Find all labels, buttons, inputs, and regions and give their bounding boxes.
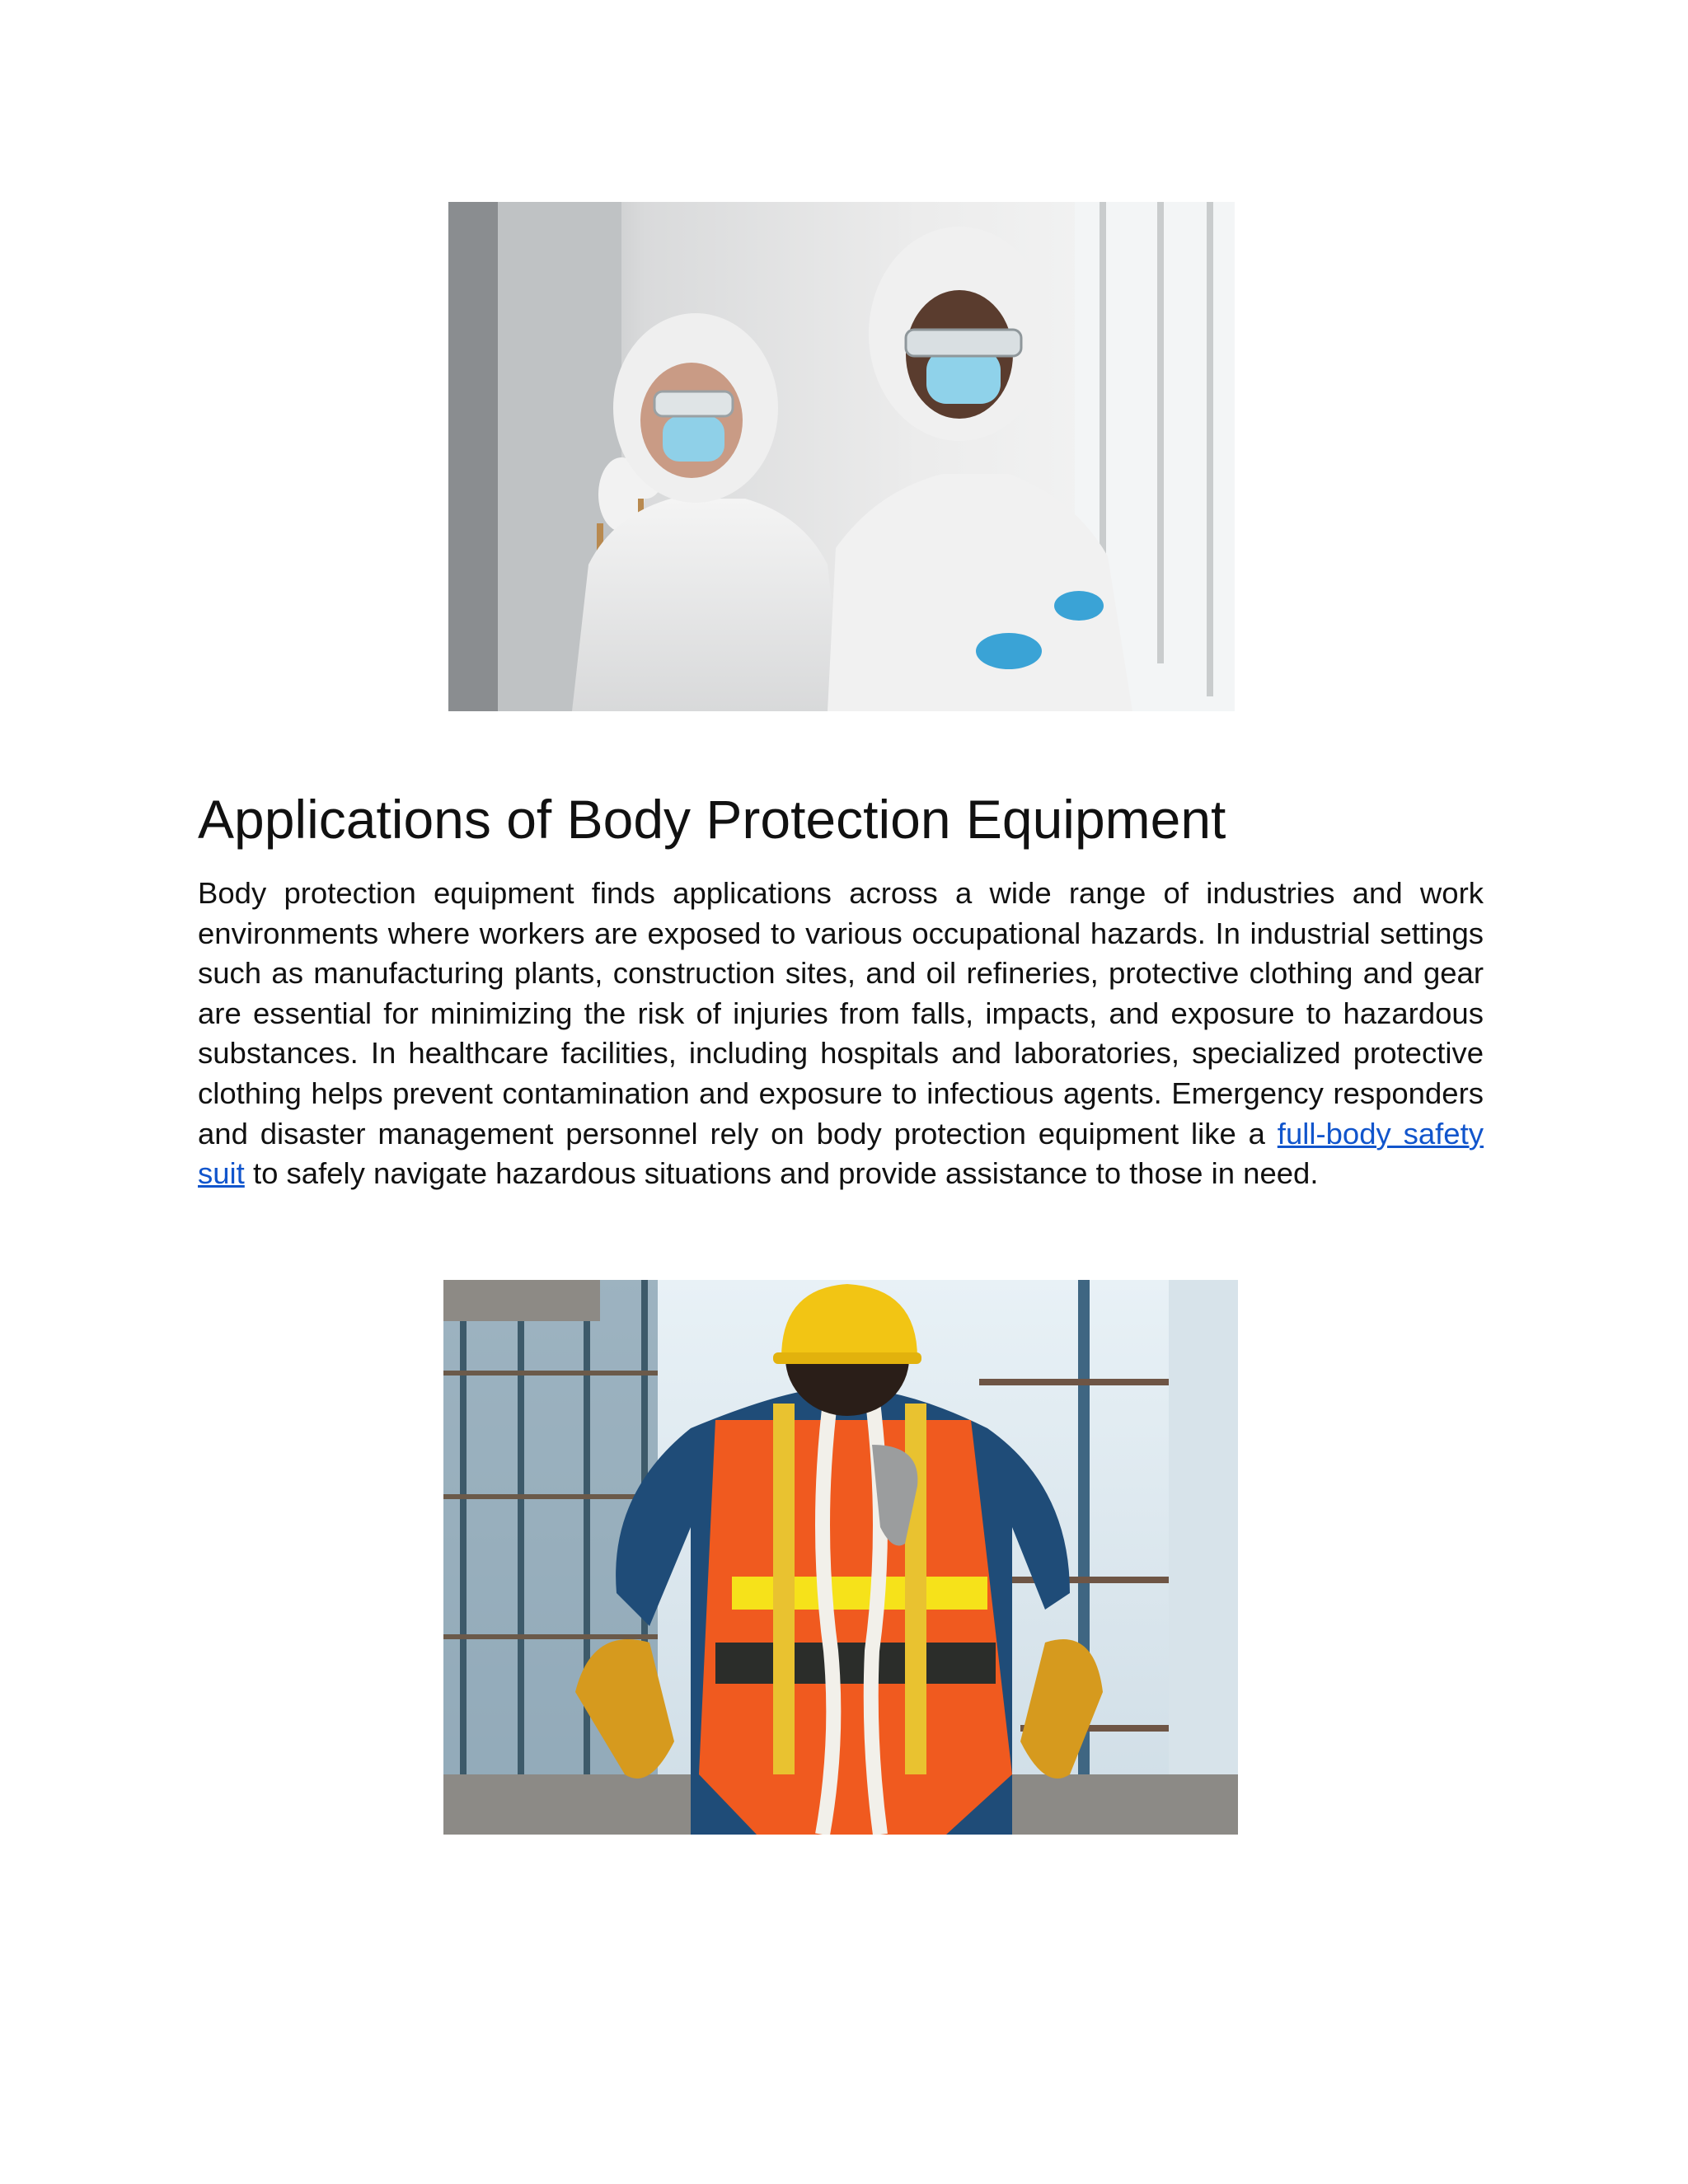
- healthcare-workers-illustration: [448, 202, 1235, 711]
- paragraph-text-before-link: Body protection equipment finds applications across a wide range of industries and work environments where workers are exposed to various occupational hazards. In industrial settings such as manufacturing plants, construction sites, and oil refineries, protective clothing and gear are essential for minimizing the risk of injuries from falls, impacts, and exposure to hazardous substances. In healthcare facilities, including hospitals and laboratories, specialized protective clothing helps prevent contamination and exposure to infectious agents. Emergency responders and disaster management personnel rely on body protection equipment like a: [198, 876, 1484, 1151]
- photo-construction-worker-harness: [443, 1280, 1238, 1835]
- construction-worker-illustration: [443, 1280, 1238, 1835]
- photo-healthcare-workers-protective-suits: [448, 202, 1235, 711]
- section-title: Applications of Body Protection Equipment: [198, 789, 1226, 850]
- paragraph-text-after-link: to safely navigate hazardous situations and provide assistance to those in need.: [244, 1156, 1319, 1191]
- section-paragraph: [198, 874, 1484, 1194]
- full-body-safety-suit-link[interactable]: full-body safety suit: [198, 1116, 1484, 1191]
